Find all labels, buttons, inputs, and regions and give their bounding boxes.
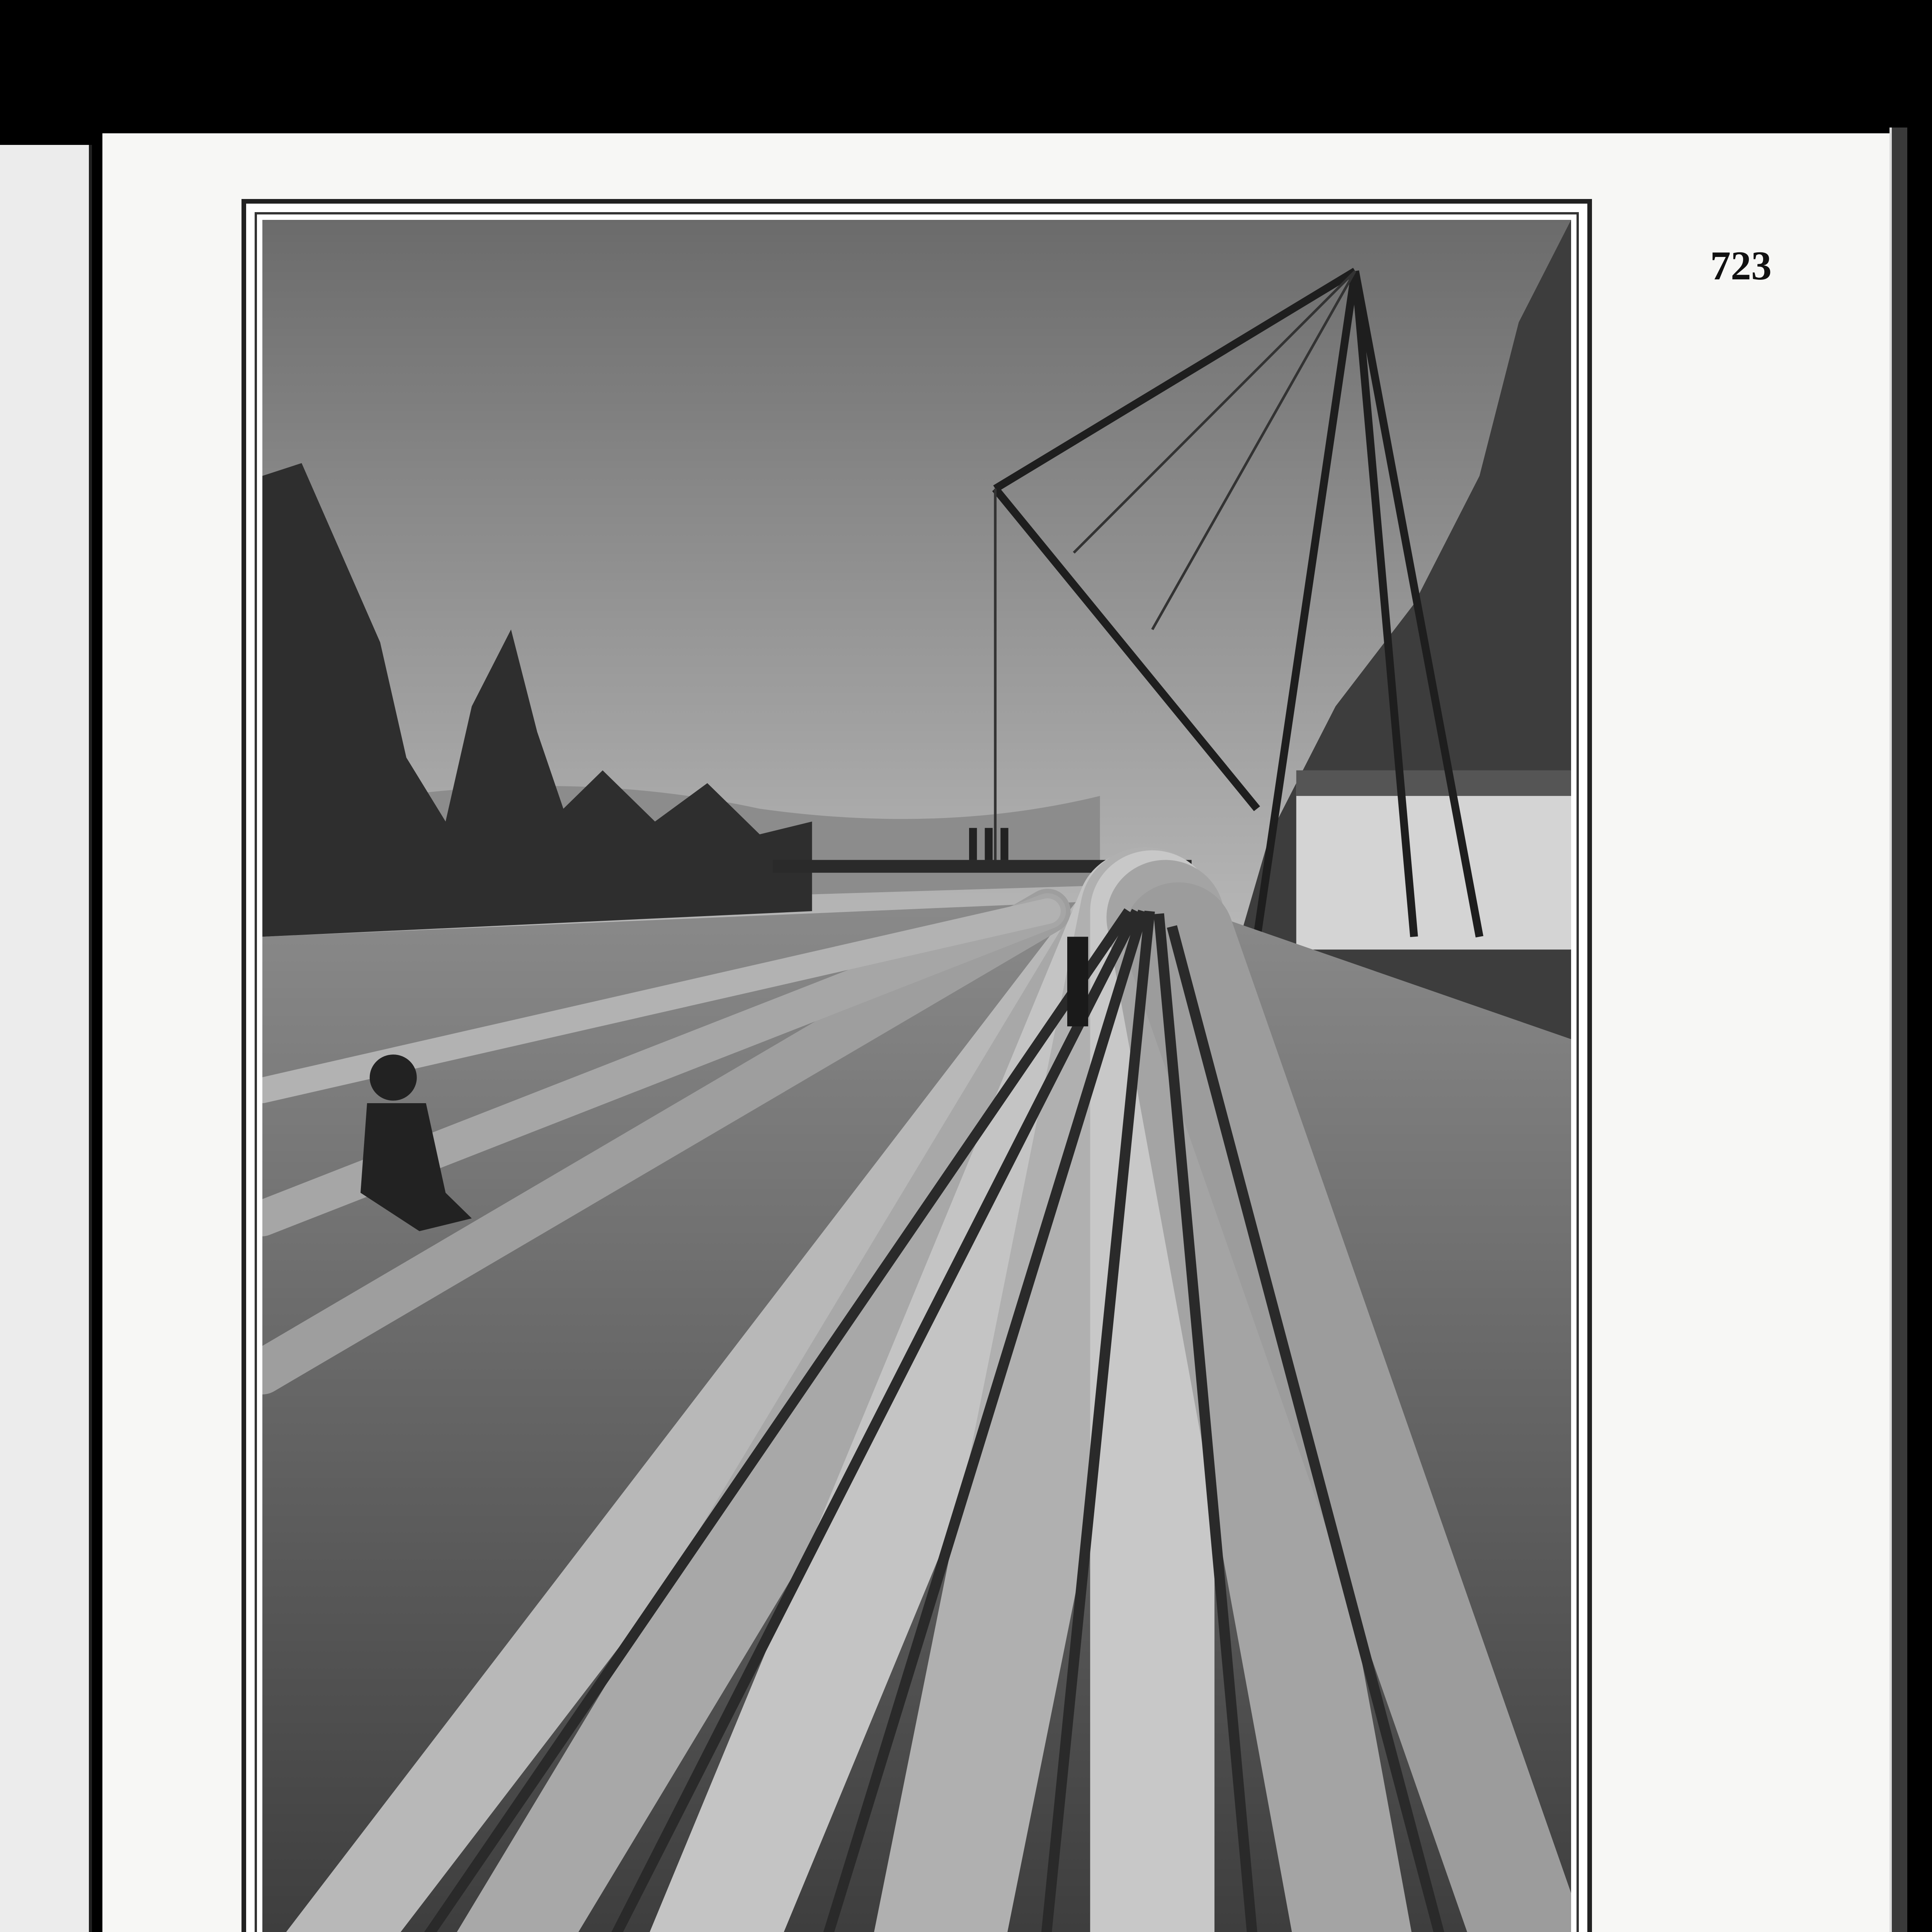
page-number: 723 (1710, 243, 1772, 288)
photo-frame (242, 199, 1592, 1932)
photo-frame-inner-rule (255, 212, 1579, 1932)
log-raft-illustration (262, 220, 1571, 1932)
facing-page-edge (0, 145, 92, 1932)
magazine-page (102, 133, 1889, 1932)
log-raft-photograph (262, 220, 1571, 1932)
page-binding-edge (1889, 128, 1907, 1932)
